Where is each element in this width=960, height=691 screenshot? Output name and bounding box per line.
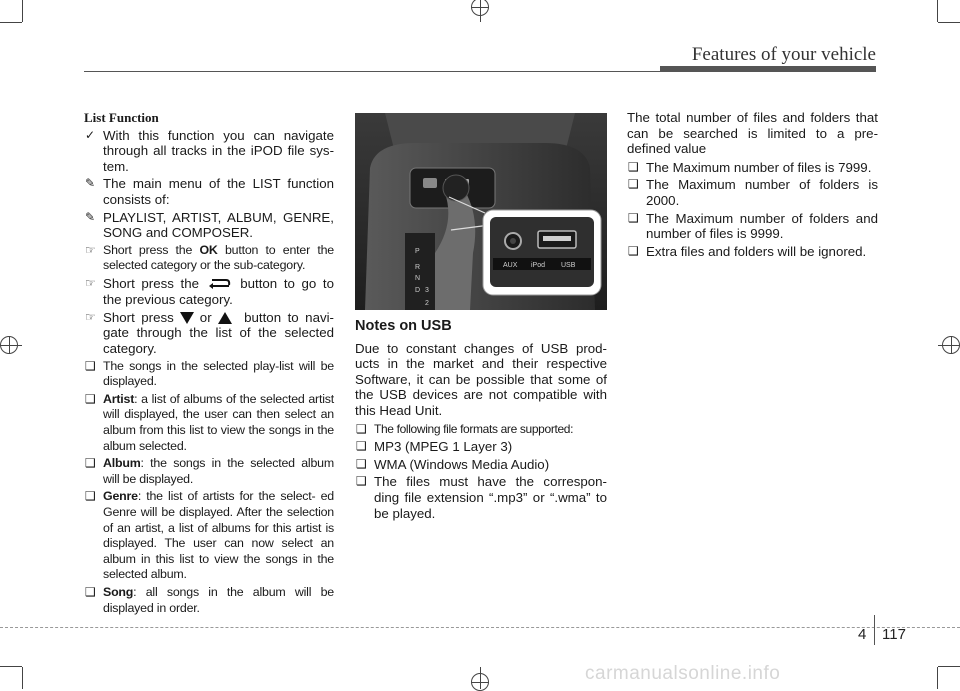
item-text-pre: Short press the	[103, 275, 199, 291]
crop-mark	[22, 0, 23, 22]
list-item	[84, 456, 334, 487]
item-text: The Maximum number of folders is 2000.	[646, 177, 878, 208]
chapter-number: 4	[858, 626, 867, 643]
item-text: PLAYLIST, ARTIST, ALBUM, GENRE, SONG and COMPOSER.	[103, 209, 334, 241]
checkbox-icon: ❑	[628, 210, 639, 225]
checkbox-icon: ❑	[356, 439, 367, 454]
list-item	[84, 176, 334, 207]
checkbox-icon: ❑	[356, 456, 367, 471]
item-term: Album	[103, 456, 141, 471]
list-item	[84, 210, 334, 241]
checkbox-icon: ❑	[85, 358, 96, 373]
list-item	[84, 359, 334, 390]
list-item	[84, 585, 334, 616]
item-text: The following file formats are supported:	[374, 421, 574, 436]
crop-mark	[471, 7, 489, 8]
right-column	[627, 110, 878, 261]
item-text: The main menu of the LIST function consists of:	[103, 176, 334, 207]
crop-mark	[938, 666, 960, 667]
registration-circle	[471, 0, 489, 16]
gear-label: 3	[425, 287, 429, 294]
back-arrow-icon	[208, 277, 232, 293]
list-item	[84, 243, 334, 274]
item-text-post: button to enter the selected category or the sub-category.	[103, 242, 334, 273]
list-item	[627, 211, 878, 242]
watermark: carmanualsonline.info	[585, 663, 781, 684]
up-triangle-icon	[218, 312, 232, 324]
list-item	[355, 439, 607, 455]
left-column	[84, 110, 334, 618]
checkbox-icon: ❑	[628, 177, 639, 192]
list-item	[84, 310, 334, 357]
gear-label: 2	[425, 300, 429, 307]
crop-mark	[938, 22, 960, 23]
footer-rule	[0, 627, 960, 628]
ipod-label: iPod	[531, 262, 546, 269]
list-item	[627, 177, 878, 208]
checkbox-icon: ❑	[356, 474, 367, 489]
list-item	[84, 489, 334, 583]
item-term: Artist	[103, 391, 135, 406]
checkbox-icon: ❑	[85, 456, 96, 471]
checkbox-icon: ❑	[85, 489, 96, 504]
aux-label: AUX	[503, 262, 518, 269]
list-item	[355, 474, 607, 521]
item-text-post: : the list of artists for the select- ed Genre will be displayed. After the selection of an artist, a list of albums for this artist is displayed. The user can now select an album in this list to view the songs in the selected album.	[103, 489, 334, 582]
gear-label: P	[415, 248, 420, 255]
item-text-pre: Short press	[103, 309, 174, 325]
item-text: The Maximum number of folders and number of files is 9999.	[646, 210, 878, 242]
item-text-post: : a list of albums of the selected artist will displayed, the user can then select an album from this list to view the songs in the album selected.	[103, 391, 334, 453]
ok-button-label: OK	[199, 242, 218, 257]
checkbox-icon: ❑	[628, 243, 639, 258]
list-item	[84, 276, 334, 308]
pointing-hand-icon: ☞	[85, 242, 96, 257]
item-text-mid: or	[199, 309, 212, 325]
item-text: Extra files and folders will be ignored.	[646, 243, 867, 259]
usb-paragraph: Due to constant changes of USB prod- ucts in the market and their respective Software, it can be possible that some of the USB devices are not compatible with this Head Unit.	[355, 340, 607, 418]
crop-mark	[9, 336, 10, 354]
gear-label: R	[415, 264, 421, 271]
pointing-hand-icon: ☞	[85, 309, 96, 324]
checkbox-icon: ❑	[85, 584, 96, 599]
header-rule-accent	[660, 66, 876, 72]
limits-paragraph: The total number of files and folders that can be searched is limited to a pre- defined value	[627, 110, 878, 157]
item-text-post: button to go to the previous category.	[103, 275, 335, 308]
gear-label: N	[415, 275, 421, 282]
item-text: The Maximum number of files is 7999.	[646, 159, 872, 175]
item-text: With this function you can navigate through all tracks in the iPOD file sys- tem.	[103, 127, 334, 174]
page-header-title: Features of your vehicle	[691, 44, 876, 65]
crop-mark	[22, 667, 23, 689]
checkbox-icon: ❑	[356, 421, 367, 436]
page-number: 117	[882, 626, 906, 643]
crop-mark	[0, 22, 22, 23]
item-text-post: button to navi- gate through the list of the selected category.	[103, 309, 334, 356]
pointing-hand-icon: ☞	[85, 275, 96, 290]
checkbox-icon: ❑	[85, 391, 96, 406]
middle-column	[355, 110, 607, 523]
gear-label: D	[415, 287, 421, 294]
item-term: Genre	[103, 489, 138, 504]
list-item	[627, 244, 878, 260]
item-text: The songs in the selected play-list will be displayed.	[103, 358, 334, 389]
pencil-icon: ✎	[85, 209, 96, 224]
list-item	[355, 422, 607, 438]
checkbox-icon: ❑	[628, 159, 639, 174]
list-item	[627, 160, 878, 176]
list-function-heading: List Function	[84, 110, 159, 125]
list-item	[355, 457, 607, 473]
crop-mark	[0, 666, 22, 667]
down-triangle-icon	[180, 312, 194, 324]
usb-label: USB	[561, 262, 576, 269]
list-item	[84, 128, 334, 175]
item-text-post: : the songs in the selected album will be displayed.	[103, 456, 334, 486]
item-text: MP3 (MPEG 1 Layer 3)	[374, 439, 513, 455]
notes-on-usb-title: Notes on USB	[355, 318, 452, 334]
crop-mark	[937, 0, 938, 22]
page-number-separator	[874, 615, 875, 645]
item-text-post: : all songs in the album will be displayed in order.	[103, 584, 334, 615]
pencil-icon: ✎	[85, 176, 96, 191]
item-text: The files must have the correspon- ding file extension “.mp3” or “.wma” to be played.	[374, 474, 607, 521]
item-term: Song	[103, 584, 134, 599]
console-illustration	[355, 113, 607, 310]
usb-port-photo	[355, 113, 607, 310]
crop-mark	[951, 336, 952, 354]
list-item	[84, 392, 334, 454]
crop-mark	[471, 682, 489, 683]
item-text-pre: Short press the	[103, 242, 200, 257]
check-icon: ✓	[85, 127, 96, 142]
item-text: WMA (Windows Media Audio)	[374, 456, 550, 472]
crop-mark	[937, 667, 938, 689]
